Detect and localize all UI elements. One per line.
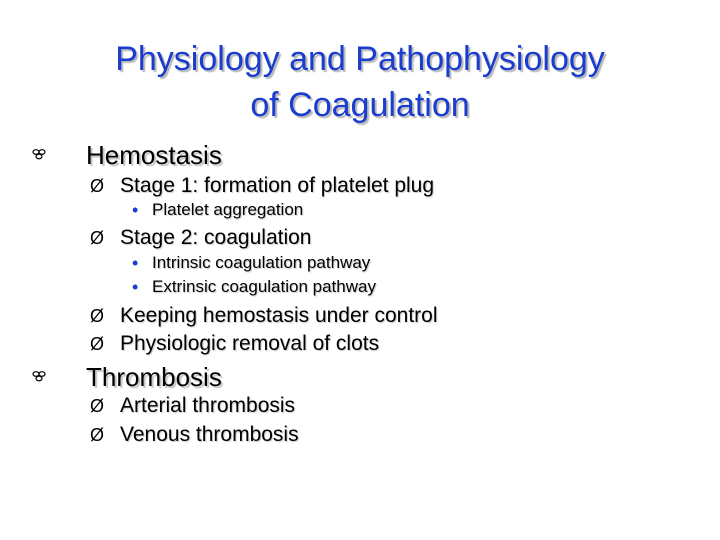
- bullet-extrinsic-pathway: [132, 276, 376, 298]
- arrow-bullet-icon: Ø: [90, 306, 105, 326]
- thrombosis-label: Thrombosis: [86, 362, 222, 392]
- arterial-thrombosis-text: Arterial thrombosis: [120, 394, 296, 417]
- arrow-bullet-icon: Ø: [90, 228, 105, 248]
- bullet-thrombosis: [86, 362, 222, 392]
- bullet-keeping-control: [90, 303, 438, 329]
- venous-thrombosis-text: Venous thrombosis: [120, 423, 299, 446]
- slide-title-line2: of Coagulation: [250, 86, 470, 124]
- arrow-bullet-icon: Ø: [90, 425, 105, 445]
- flower-bullet-icon: [32, 141, 46, 171]
- platelet-aggregation-text: Platelet aggregation: [152, 200, 304, 219]
- bullet-venous-thrombosis: [90, 422, 299, 448]
- bullet-stage2: [90, 225, 312, 251]
- arrow-bullet-icon: Ø: [90, 176, 105, 196]
- flower-bullet-icon: [32, 363, 46, 393]
- dot-bullet-icon: •: [132, 200, 139, 220]
- keeping-control-text: Keeping hemostasis under control: [120, 304, 438, 327]
- hemostasis-label: Hemostasis: [86, 140, 222, 170]
- extrinsic-pathway-text: Extrinsic coagulation pathway: [152, 277, 376, 296]
- bullet-platelet-aggregation: [132, 199, 304, 221]
- stage2-text: Stage 2: coagulation: [120, 226, 312, 249]
- bullet-physiologic-removal: [90, 331, 380, 357]
- arrow-bullet-icon: Ø: [90, 334, 105, 354]
- dot-bullet-icon: •: [132, 277, 139, 297]
- dot-bullet-icon: •: [132, 253, 139, 273]
- slide-title-line1: Physiology and Pathophysiology: [115, 40, 605, 78]
- bullet-intrinsic-pathway: [132, 252, 371, 274]
- bullet-hemostasis: [86, 140, 222, 170]
- physiologic-removal-text: Physiologic removal of clots: [120, 332, 380, 355]
- arrow-bullet-icon: Ø: [90, 396, 105, 416]
- intrinsic-pathway-text: Intrinsic coagulation pathway: [152, 253, 371, 272]
- stage1-text: Stage 1: formation of platelet plug: [120, 174, 435, 197]
- bullet-arterial-thrombosis: [90, 393, 296, 419]
- bullet-stage1: [90, 173, 435, 199]
